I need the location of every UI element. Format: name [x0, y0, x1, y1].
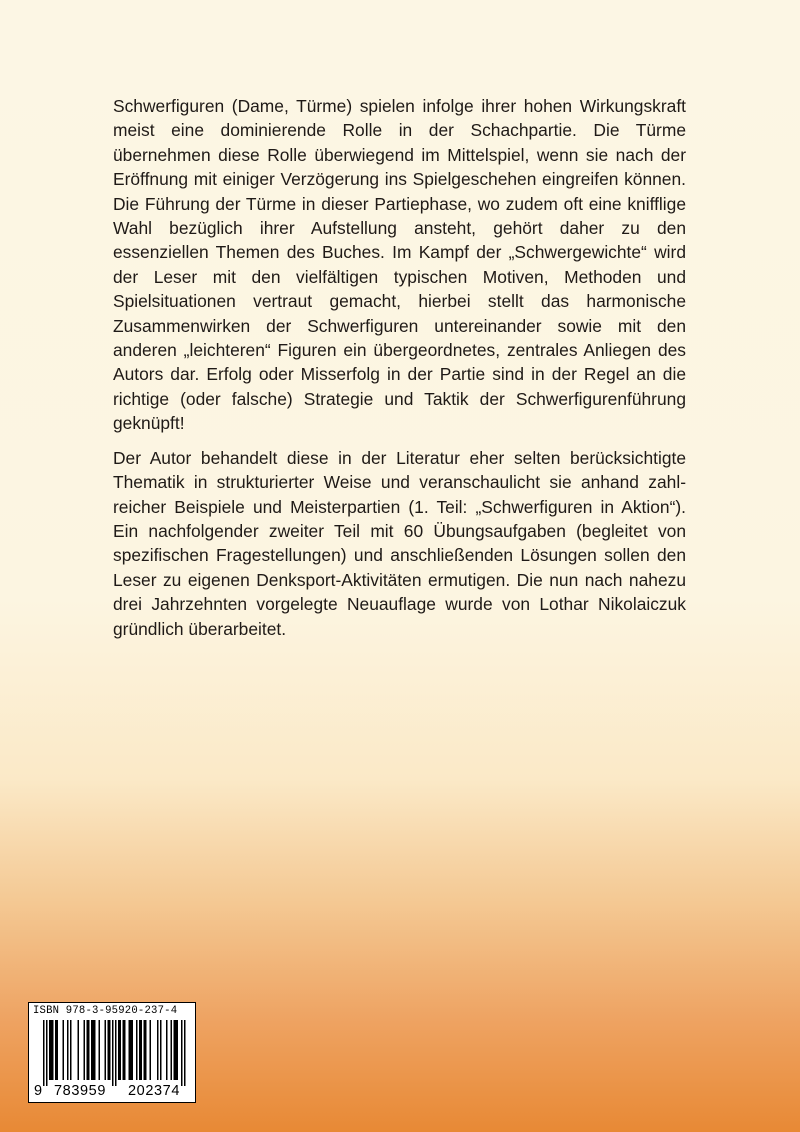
back-cover-blurb	[113, 94, 686, 651]
barcode-bar	[171, 1020, 173, 1080]
barcode-bar	[49, 1020, 51, 1080]
blurb-paragraph-1: Schwerfiguren (Dame, Türme) spielen infolge ihrer hohen Wirkungskraft meist eine dominierende Rolle in der Schachpartie. Die Türme übernehmen diese Rolle überwiegend im Mittelspiel, wenn sie nach der Eröffnung mit einiger Verzögerung ins Spielgeschehen eingreifen können. Die Führung der Türme in dieser Partiephase, wo zudem oft eine knifflige Wahl bezüglich ihrer Aufstellung ansteht, gehört daher zu den essenziellen Themen des Buches. Im Kampf der „Schwergewichte“ wird der Leser mit den vielfältigen typischen Motiven, Methoden und Spielsituationen vertraut gemacht, hierbei stellt das harmonische Zusammenwirken der Schwerfiguren untereinander sowie mit den anderen „leichteren“ Figuren ein übergeordnetes, zentrales Anliegen des Autors dar. Erfolg oder Misserfolg in der Partie sind in der Regel an die richtige (oder falsche) Strategie und Taktik der Schwerfigurenführung geknüpft!	[113, 96, 686, 434]
blurb-paragraph-2: Der Autor behandelt diese in der Literatur eher selten berücksichtigte Thematik in strukturierter Weise und veranschaulicht sie anhand zahlreicher Beispiele und Meisterpartien (1. Teil: „Schwerfiguren in Aktion“). Ein nachfolgender zweiter Teil mit 60 Übungsaufgaben (begleitet von spezifischen Fragestellungen) und anschließenden Lösungen sollen den Leser zu eigenen Denksport-Aktivitäten ermutigen. Die nun nach nahezu drei Jahrzehnten vorgelegte Neuauflage wurde von Lothar Nikolaiczuk gründlich überarbeitet.	[113, 447, 686, 639]
barcode-bar	[112, 1020, 114, 1086]
barcode-bar	[139, 1020, 141, 1080]
barcode-bar	[120, 1020, 122, 1080]
barcode-bar	[184, 1020, 186, 1086]
barcode-bar	[145, 1020, 147, 1080]
barcode-bar	[181, 1020, 183, 1086]
barcode-bar	[91, 1020, 93, 1080]
barcode-bar	[55, 1020, 57, 1080]
barcode-bar	[157, 1020, 159, 1080]
barcode-bar	[94, 1020, 96, 1080]
barcode-bar	[132, 1020, 134, 1080]
barcode-bar	[130, 1020, 132, 1080]
barcode-bar	[174, 1020, 176, 1080]
barcode-bar	[136, 1020, 138, 1080]
barcode-bar	[108, 1020, 110, 1080]
barcode-bar	[88, 1020, 90, 1080]
barcode-bar	[105, 1020, 107, 1080]
barcode-bar	[129, 1020, 131, 1080]
barcode-bar	[84, 1020, 86, 1080]
barcode-bar	[144, 1020, 146, 1080]
ean13-barcode	[31, 1020, 193, 1086]
barcode-bar	[115, 1020, 117, 1086]
barcode-bar	[43, 1020, 45, 1086]
isbn-barcode-box	[28, 1002, 196, 1103]
barcode-bar	[150, 1020, 152, 1080]
barcode-bar	[123, 1020, 125, 1080]
barcode-bar	[93, 1020, 95, 1080]
barcode-bar	[109, 1020, 111, 1080]
barcode-bar	[52, 1020, 54, 1080]
barcode-bar	[118, 1020, 120, 1080]
barcode-bar	[175, 1020, 177, 1080]
barcode-bar	[70, 1020, 72, 1080]
barcode-bar	[87, 1020, 89, 1080]
barcode-digits	[29, 1083, 194, 1101]
barcode-bar	[63, 1020, 65, 1080]
barcode-left-digits: 783959	[54, 1083, 106, 1099]
barcode-right-digits: 202374	[128, 1083, 180, 1099]
barcode-bar	[124, 1020, 126, 1080]
isbn-label: ISBN 978-3-95920-237-4	[33, 1005, 178, 1017]
barcode-bar	[67, 1020, 69, 1080]
barcode-bar	[99, 1020, 101, 1080]
barcode-bar	[78, 1020, 80, 1080]
barcode-bar	[166, 1020, 168, 1080]
barcode-bar	[46, 1020, 48, 1086]
barcode-bar	[51, 1020, 53, 1080]
barcode-bar	[57, 1020, 59, 1080]
barcode-first-digit: 9	[34, 1083, 43, 1099]
barcode-bar	[141, 1020, 143, 1080]
barcode-bar	[177, 1020, 179, 1080]
barcode-bar	[160, 1020, 162, 1080]
